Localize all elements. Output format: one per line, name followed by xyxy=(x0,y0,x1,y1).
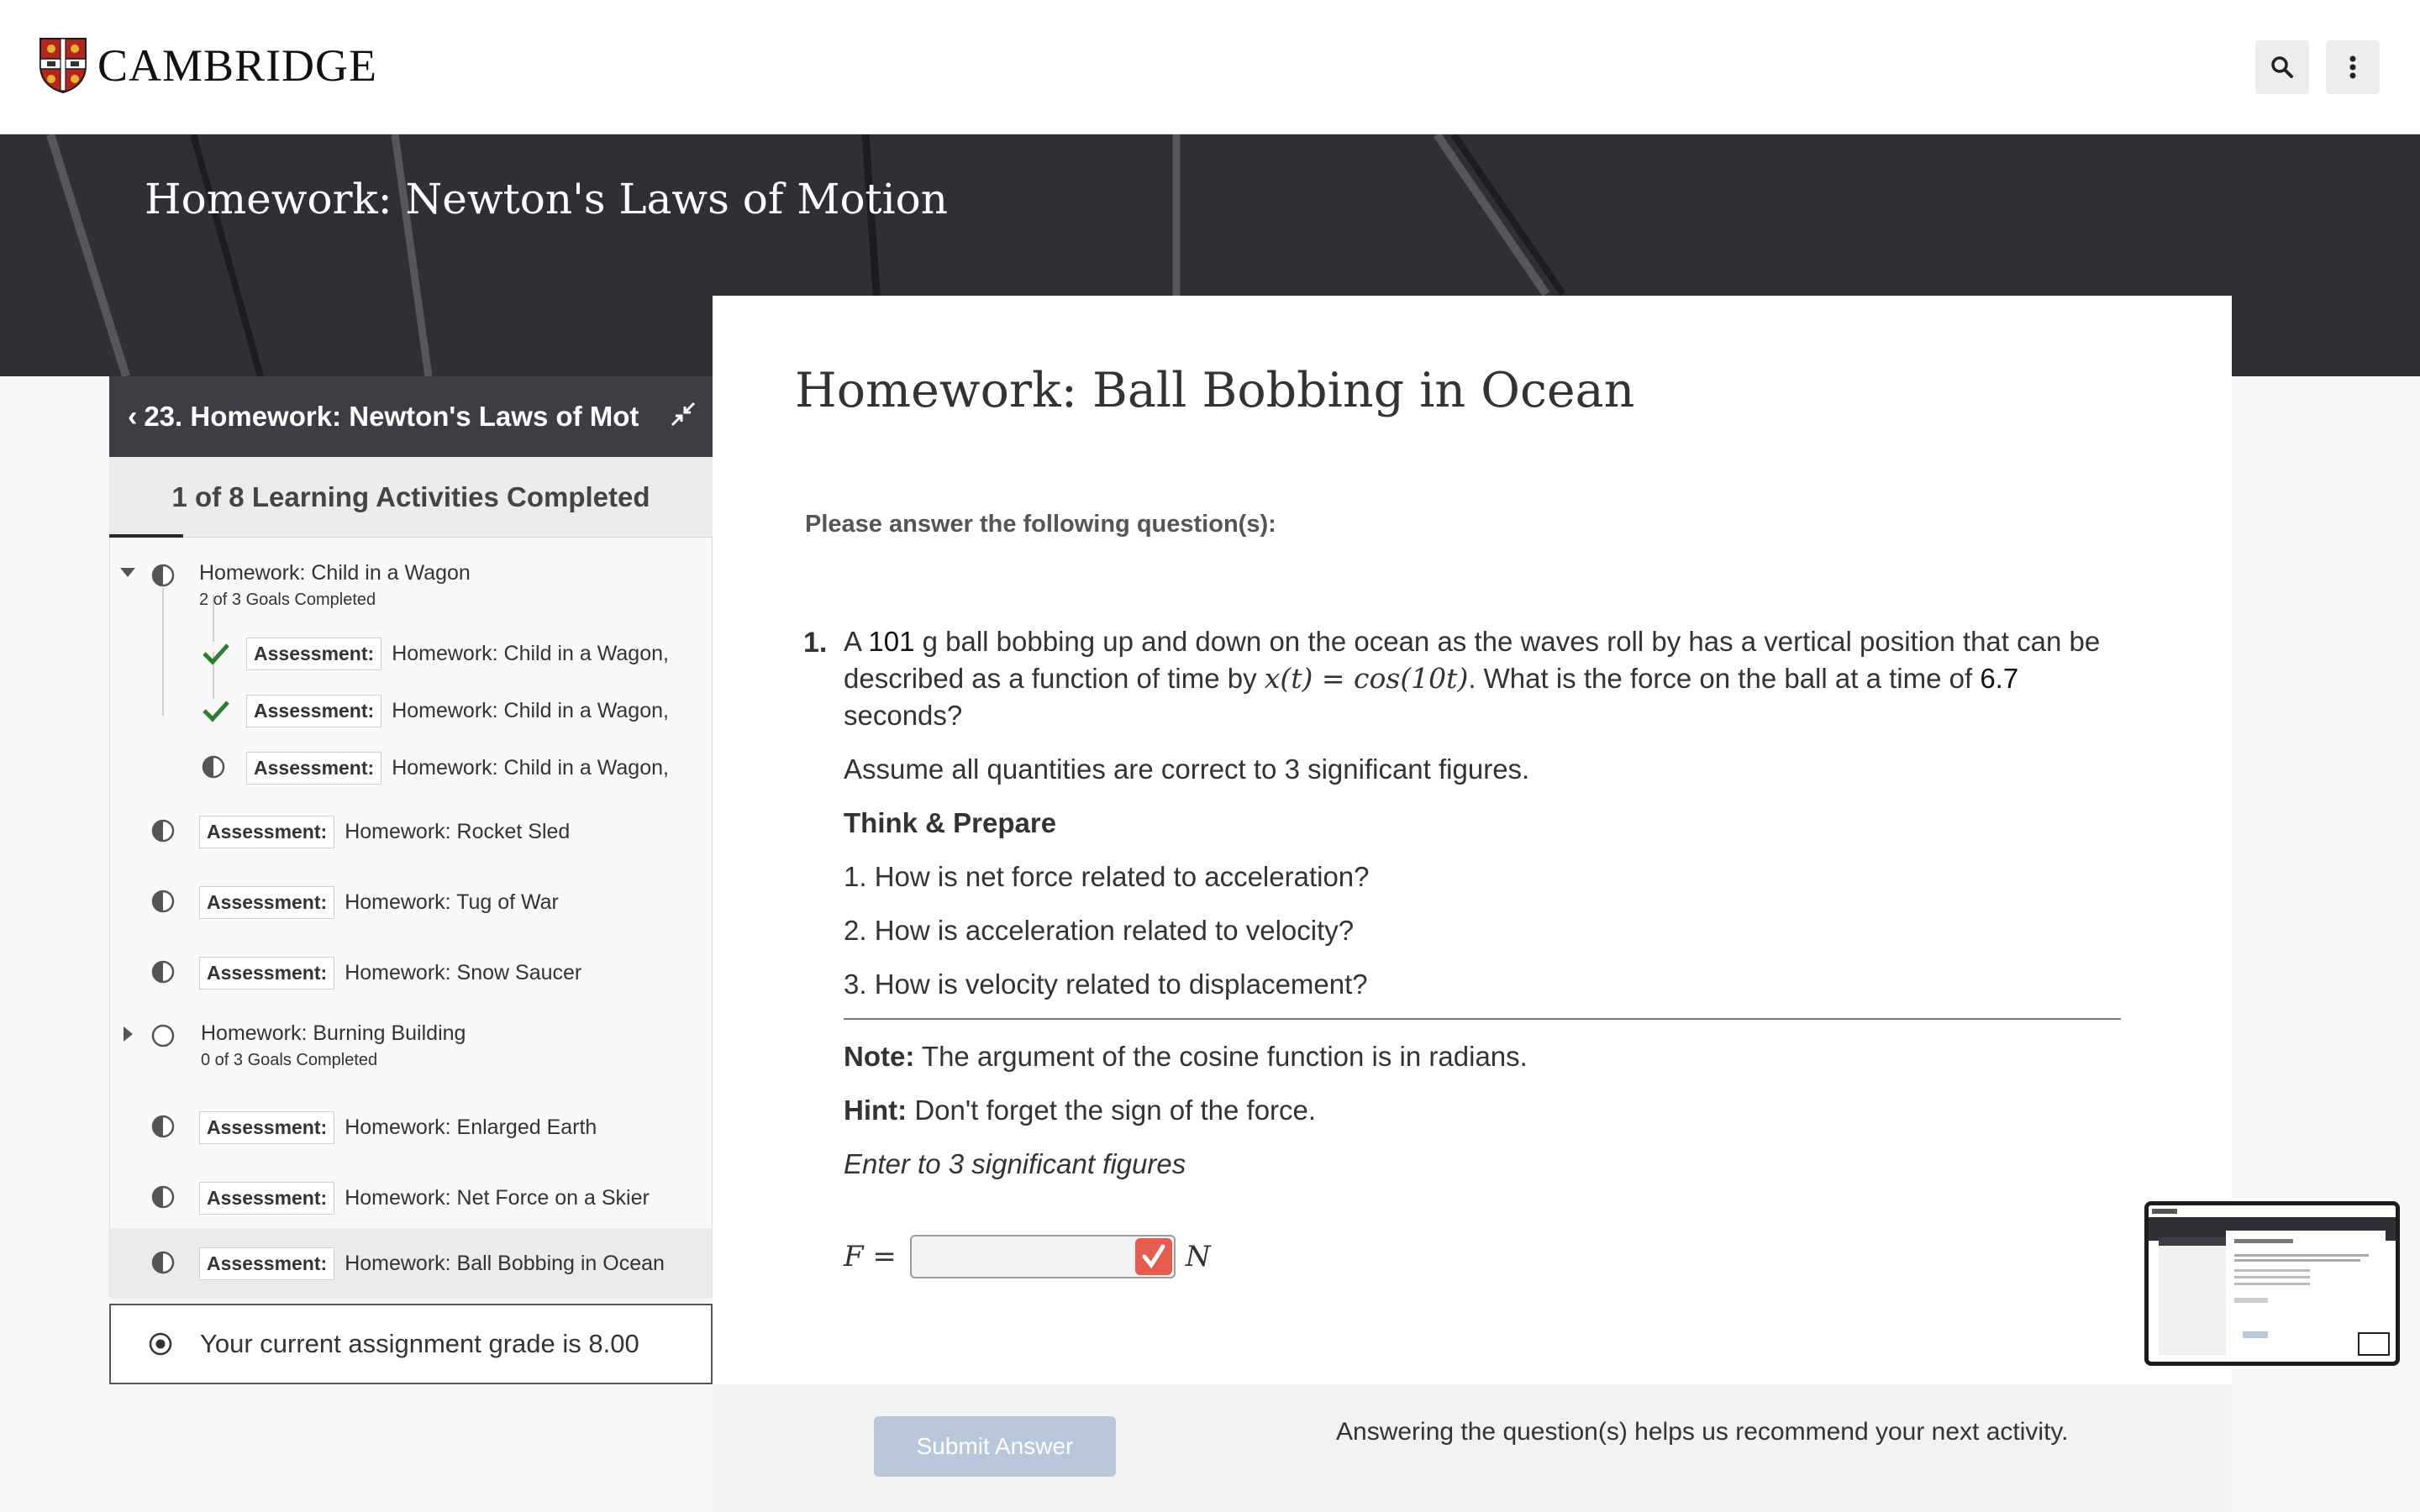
question-text-part: . What is the force on the ball at a time of xyxy=(1468,663,1973,694)
question-text xyxy=(844,623,2121,734)
preview-image-icon xyxy=(2149,1205,2396,1362)
progress-summary xyxy=(109,457,713,538)
grade-text: Your current assignment grade is 8.00 xyxy=(200,1329,639,1358)
divider xyxy=(844,1018,2121,1020)
activity-list xyxy=(109,538,713,1297)
group-subtitle: 2 of 3 Goals Completed xyxy=(199,591,376,609)
half-circle-icon xyxy=(150,1250,176,1275)
footer-note: Answering the question(s) helps us recommend your next activity. xyxy=(1336,1418,2069,1446)
note-body: The argument of the cosine function is in radians. xyxy=(921,1041,1528,1072)
question-card xyxy=(713,296,2232,1384)
page-title: Homework: Ball Bobbing in Ocean xyxy=(795,363,1635,418)
list-item[interactable] xyxy=(110,628,712,679)
group-burning-building[interactable] xyxy=(110,1015,712,1082)
mass-value: 101 xyxy=(868,626,915,657)
list-item[interactable] xyxy=(110,805,712,858)
group-title: Homework: Child in a Wagon xyxy=(199,561,471,585)
chevron-left-icon: ‹ xyxy=(128,400,138,433)
note-text xyxy=(844,1038,2121,1075)
item-label: Homework: Child in a Wagon, xyxy=(392,755,669,780)
question-text-part: A xyxy=(844,626,861,657)
instructions: Please answer the following question(s): xyxy=(805,511,1276,538)
group-subtitle: 0 of 3 Goals Completed xyxy=(201,1051,378,1069)
screen-preview-thumbnail[interactable] xyxy=(2144,1201,2400,1366)
assessment-tag: Assessment: xyxy=(199,957,334,990)
target-icon xyxy=(148,1331,173,1357)
assessment-tag: Assessment: xyxy=(199,886,334,919)
assessment-tag: Assessment: xyxy=(246,638,381,670)
empty-circle-icon xyxy=(150,1023,176,1048)
cambridge-logo[interactable] xyxy=(39,37,377,94)
think-item: 1. How is net force related to acceleration? xyxy=(844,861,1370,892)
search-button[interactable] xyxy=(2255,40,2309,94)
checkmark-icon xyxy=(203,699,229,722)
brand-name: CAMBRIDGE xyxy=(97,40,378,91)
think-item: 3. How is velocity related to displacement? xyxy=(844,969,1368,1000)
half-circle-icon xyxy=(150,818,176,843)
submit-answer-button[interactable]: Submit Answer xyxy=(874,1416,1116,1477)
hint-label: Hint: xyxy=(844,1095,908,1126)
grade-summary xyxy=(109,1304,713,1384)
cambridge-shield-icon xyxy=(39,37,87,94)
item-label: Homework: Snow Saucer xyxy=(345,960,582,984)
answer-label: F = xyxy=(844,1240,897,1273)
list-item[interactable] xyxy=(110,946,712,1000)
item-label: Homework: Child in a Wagon, xyxy=(392,641,669,665)
course-title: Homework: Newton's Laws of Motion xyxy=(145,175,948,223)
half-circle-icon xyxy=(150,1114,176,1139)
think-item: 2. How is acceleration related to velocity? xyxy=(844,915,1355,946)
half-circle-icon xyxy=(201,754,226,780)
assessment-tag: Assessment: xyxy=(246,695,381,727)
checkmark-icon xyxy=(203,642,229,665)
group-child-in-wagon[interactable] xyxy=(110,551,712,618)
caret-down-icon[interactable] xyxy=(120,568,135,578)
list-item[interactable] xyxy=(110,685,712,736)
item-label: Homework: Enlarged Earth xyxy=(345,1115,597,1139)
progress-text: 1 of 8 Learning Activities Completed xyxy=(171,480,650,512)
search-icon xyxy=(2270,55,2295,80)
check-icon xyxy=(1141,1244,1166,1269)
group-title: Homework: Burning Building xyxy=(201,1021,466,1045)
assumption-text: Assume all quantities are correct to 3 significant figures. xyxy=(844,753,1530,785)
list-item-current[interactable] xyxy=(110,1228,712,1299)
hint-text xyxy=(844,1092,2121,1129)
note-label: Note: xyxy=(844,1041,915,1072)
caret-right-icon[interactable] xyxy=(124,1026,134,1042)
assessment-tag: Assessment: xyxy=(199,1182,334,1215)
top-header xyxy=(0,0,2420,134)
time-value: 6.7 xyxy=(1980,663,2019,694)
checkmark-badge[interactable] xyxy=(1135,1238,1172,1275)
assessment-tag: Assessment: xyxy=(246,752,381,785)
more-vertical-icon xyxy=(2349,55,2357,80)
module-header[interactable] xyxy=(109,376,713,457)
item-label: Homework: Tug of War xyxy=(345,890,559,914)
assessment-tag: Assessment: xyxy=(199,1111,334,1144)
question-number: 1. xyxy=(803,627,828,659)
activity-sidebar xyxy=(109,376,713,1384)
more-options-button[interactable] xyxy=(2326,40,2380,94)
think-prepare-heading: Think & Prepare xyxy=(844,807,1057,838)
list-item[interactable] xyxy=(110,875,712,929)
module-title: 23. Homework: Newton's Laws of Mot xyxy=(144,401,639,432)
position-equation: x(t) = cos(10t) xyxy=(1264,662,1469,695)
list-item[interactable] xyxy=(110,1100,712,1154)
answer-unit: N xyxy=(1185,1240,1211,1273)
list-item[interactable] xyxy=(110,1171,712,1225)
question-text-part: g ball bobbing up and down on the ocean as the waves roll by has a vertical position that can be described as a function of time by xyxy=(844,626,2101,694)
list-item[interactable] xyxy=(110,743,712,793)
collapse-icon[interactable] xyxy=(669,400,697,428)
answer-input[interactable] xyxy=(910,1235,1176,1278)
item-label: Homework: Rocket Sled xyxy=(345,819,571,843)
question-text-part: seconds? xyxy=(844,700,963,731)
item-label: Homework: Net Force on a Skier xyxy=(345,1185,650,1210)
assessment-tag: Assessment: xyxy=(199,1247,334,1280)
item-label: Homework: Ball Bobbing in Ocean xyxy=(345,1251,665,1275)
answer-row xyxy=(844,1235,1211,1278)
half-circle-icon xyxy=(150,959,176,984)
half-circle-icon xyxy=(150,563,176,588)
hint-body: Don't forget the sign of the force. xyxy=(914,1095,1317,1126)
assessment-tag: Assessment: xyxy=(199,816,334,848)
entry-hint: Enter to 3 significant figures xyxy=(844,1148,1186,1179)
answer-footer xyxy=(713,1384,2232,1512)
item-label: Homework: Child in a Wagon, xyxy=(392,698,669,722)
half-circle-icon xyxy=(150,1184,176,1210)
half-circle-icon xyxy=(150,889,176,914)
question-body xyxy=(844,623,2121,1200)
